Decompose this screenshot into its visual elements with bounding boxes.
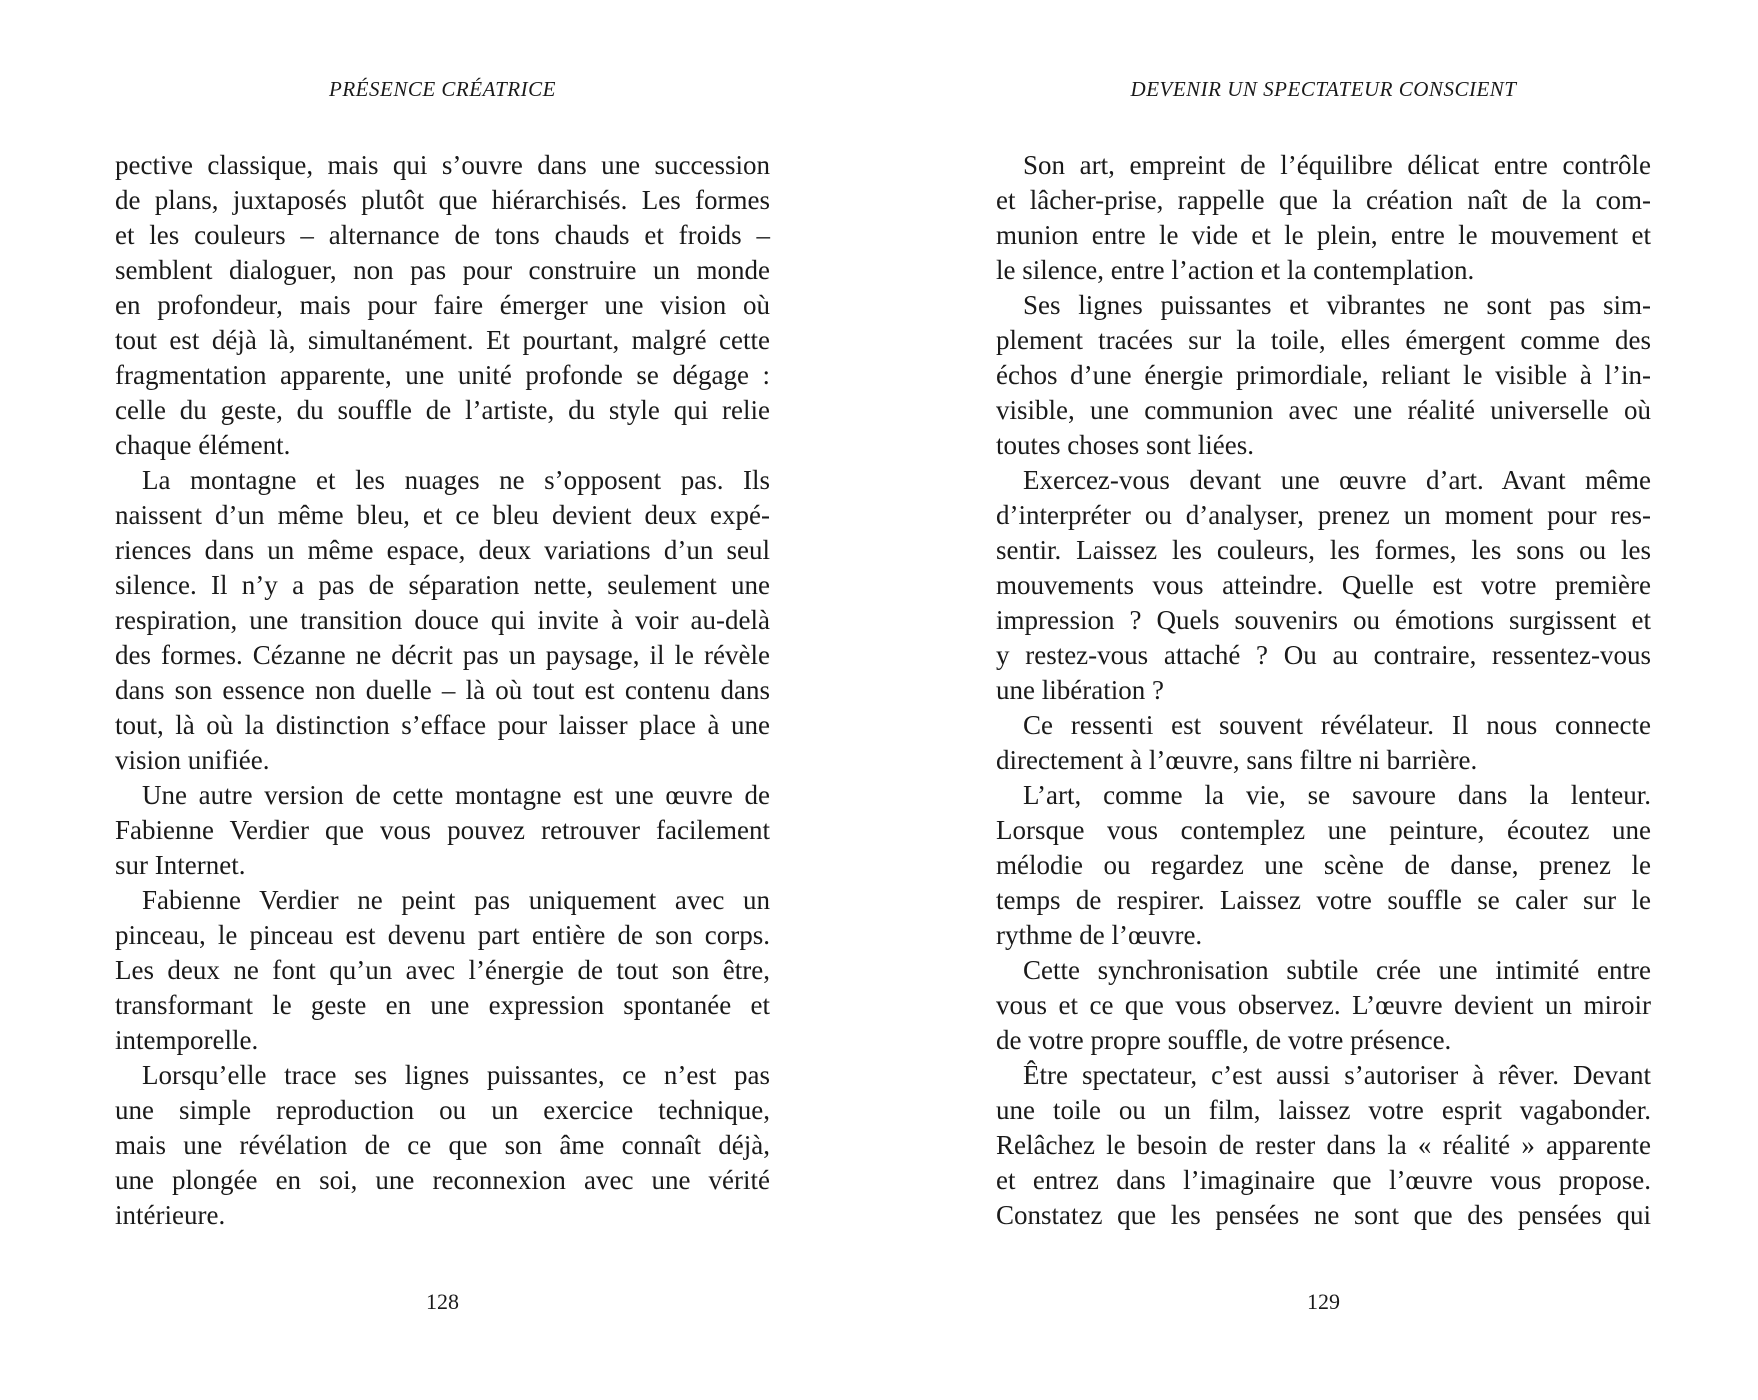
text-line: riences dans un même espace, deux variations d’un seul (115, 535, 770, 565)
text-line: tout est déjà là, simultanément. Et pourtant, malgré cette (115, 325, 770, 355)
text-line: Ce ressenti est souvent révélateur. Il nous connecte (1023, 710, 1651, 740)
text-line: mélodie ou regardez une scène de danse, prenez le (996, 850, 1651, 880)
text-line: mais une révélation de ce que son âme connaît déjà, (115, 1130, 770, 1160)
text-line: une libération ? (996, 675, 1164, 705)
text-line: de votre propre souffle, de votre présence. (996, 1025, 1452, 1055)
text-line: de plans, juxtaposés plutôt que hiérarchisés. Les formes (115, 185, 770, 215)
text-line: sentir. Laissez les couleurs, les formes, les sons ou les (996, 535, 1651, 565)
text-line: transformant le geste en une expression spontanée et (115, 990, 770, 1020)
text-line: une simple reproduction ou un exercice technique, (115, 1095, 770, 1125)
text-line: Fabienne Verdier que vous pouvez retrouver facilement (115, 815, 770, 845)
running-head-left: PRÉSENCE CRÉATRICE (329, 77, 556, 101)
text-line: et lâcher-prise, rappelle que la création naît de la com- (996, 185, 1651, 215)
text-line: fragmentation apparente, une unité profonde se dégage : (115, 360, 770, 390)
text-line: directement à l’œuvre, sans filtre ni barrière. (996, 745, 1478, 775)
running-head-right: DEVENIR UN SPECTATEUR CONSCIENT (1130, 77, 1517, 101)
text-line: vision unifiée. (115, 745, 270, 775)
text-line: temps de respirer. Laissez votre souffle se caler sur le (996, 885, 1651, 915)
right-page (996, 0, 1651, 1400)
text-line: y restez-vous attaché ? Ou au contraire, ressentez-vous (996, 640, 1651, 670)
text-line: munion entre le vide et le plein, entre le mouvement et (996, 220, 1651, 250)
text-line: en profondeur, mais pour faire émerger une vision où (115, 290, 770, 320)
text-line: dans son essence non duelle – là où tout est contenu dans (115, 675, 770, 705)
body-text-left (115, 148, 770, 1233)
text-line: intérieure. (115, 1200, 226, 1230)
text-line: semblent dialoguer, non pas pour construire un monde (115, 255, 770, 285)
text-line: Ses lignes puissantes et vibrantes ne sont pas sim- (1023, 290, 1651, 320)
text-line: visible, une communion avec une réalité universelle où (996, 395, 1651, 425)
text-line: vous et ce que vous observez. L’œuvre devient un miroir (996, 990, 1651, 1020)
text-line: Lorsqu’elle trace ses lignes puissantes, ce n’est pas (142, 1060, 770, 1090)
text-line: sur Internet. (115, 850, 246, 880)
text-line: d’interpréter ou d’analyser, prenez un moment pour res- (996, 500, 1651, 530)
left-page (115, 0, 770, 1400)
text-line: silence. Il n’y a pas de séparation nette, seulement une (115, 570, 770, 600)
page-number-right: 129 (1307, 1289, 1340, 1314)
text-line: des formes. Cézanne ne décrit pas un paysage, il le révèle (115, 640, 770, 670)
text-line: L’art, comme la vie, se savoure dans la lenteur. (1023, 780, 1651, 810)
text-line: Les deux ne font qu’un avec l’énergie de tout son être, (115, 955, 770, 985)
text-line: naissent d’un même bleu, et ce bleu devient deux expé- (115, 500, 770, 530)
text-line: Constatez que les pensées ne sont que des pensées qui (996, 1200, 1651, 1230)
text-line: le silence, entre l’action et la contemplation. (996, 255, 1475, 285)
text-line: mouvements vous atteindre. Quelle est votre première (996, 570, 1651, 600)
text-line: toutes choses sont liées. (996, 430, 1254, 460)
text-line: une plongée en soi, une reconnexion avec une vérité (115, 1165, 770, 1195)
text-line: chaque élément. (115, 430, 291, 460)
text-line: Être spectateur, c’est aussi s’autoriser à rêver. Devant (1023, 1060, 1651, 1090)
text-line: et entrez dans l’imaginaire que l’œuvre vous propose. (996, 1165, 1651, 1195)
text-line: intemporelle. (115, 1025, 259, 1055)
text-line: Cette synchronisation subtile crée une intimité entre (1023, 955, 1651, 985)
text-line: Fabienne Verdier ne peint pas uniquement avec un (142, 885, 770, 915)
text-line: et les couleurs – alternance de tons chauds et froids – (115, 220, 770, 250)
text-line: plement tracées sur la toile, elles émergent comme des (996, 325, 1651, 355)
text-line: respiration, une transition douce qui invite à voir au-delà (115, 605, 770, 635)
page-number-left: 128 (426, 1289, 459, 1314)
text-line: pective classique, mais qui s’ouvre dans une succession (115, 150, 770, 180)
text-line: Lorsque vous contemplez une peinture, écoutez une (996, 815, 1651, 845)
text-line: celle du geste, du souffle de l’artiste, du style qui relie (115, 395, 770, 425)
text-line: La montagne et les nuages ne s’opposent pas. Ils (142, 465, 770, 495)
text-line: rythme de l’œuvre. (996, 920, 1203, 950)
text-line: pinceau, le pinceau est devenu part entière de son corps. (115, 920, 770, 950)
text-line: Son art, empreint de l’équilibre délicat entre contrôle (1023, 150, 1651, 180)
body-text-right (996, 148, 1651, 1233)
text-line: échos d’une énergie primordiale, reliant le visible à l’in- (996, 360, 1651, 390)
text-line: Relâchez le besoin de rester dans la « réalité » apparente (996, 1130, 1651, 1160)
text-line: tout, là où la distinction s’efface pour laisser place à une (115, 710, 770, 740)
text-line: une toile ou un film, laissez votre esprit vagabonder. (996, 1095, 1651, 1125)
text-line: Exercez-vous devant une œuvre d’art. Avant même (1023, 465, 1651, 495)
text-line: Une autre version de cette montagne est une œuvre de (142, 780, 770, 810)
text-line: impression ? Quels souvenirs ou émotions surgissent et (996, 605, 1651, 635)
